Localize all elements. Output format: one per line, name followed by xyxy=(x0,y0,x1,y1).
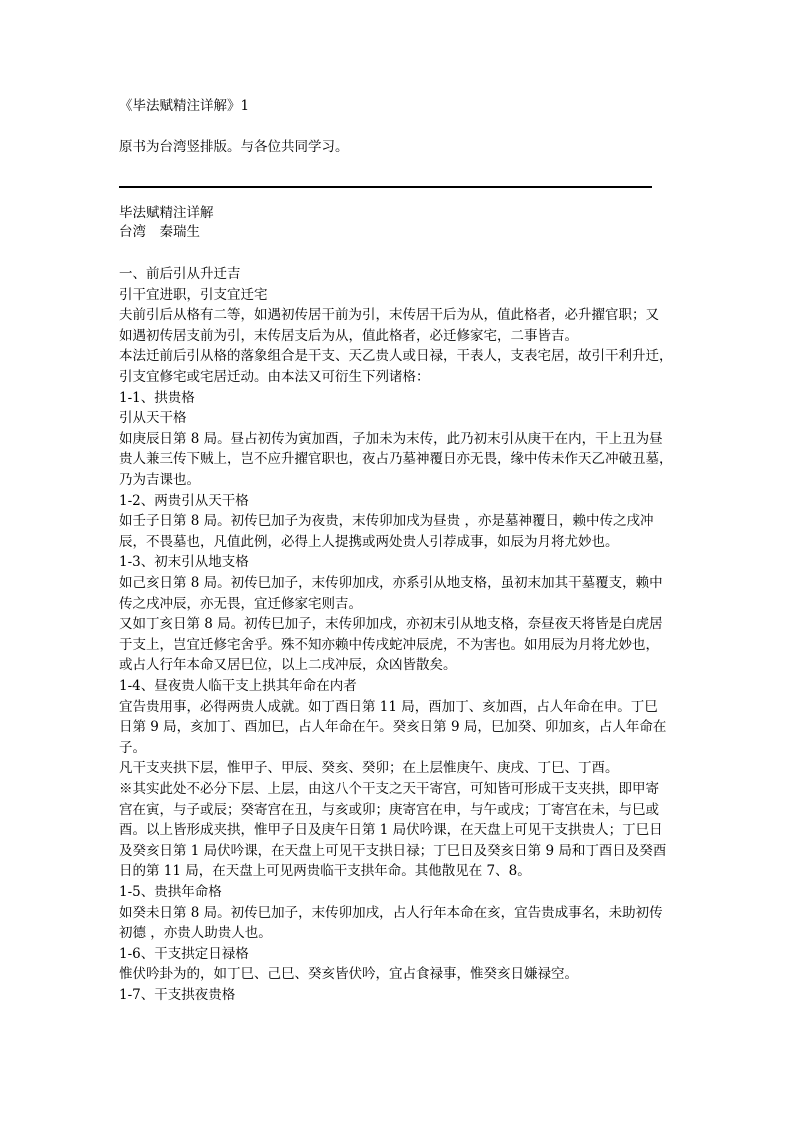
body-line: 如壬子日第 8 局。初传巳加子为夜贵，末传卯加戌为昼贵 ，亦是墓神覆日，赖中传之戌冲 xyxy=(119,513,654,530)
body-line: 日的第 11 局，在天盘上可见两贵临干支拱年命。其他散见在 7、8。 xyxy=(119,863,531,880)
body-line: 1-4、昼夜贵人临干支上拱其年命在内者 xyxy=(119,678,357,694)
body-line: 1-1、拱贵格 xyxy=(119,389,195,406)
body-line: 日第 9 局，亥加丁、酉加巳，占人年命在午。癸亥日第 9 局，巳加癸、卯加亥，占人年命在 xyxy=(119,719,667,736)
body-line: ※其实此处不必分下层、上层，由这八个干支之天干寄宫，可知皆可形成干支夹拱，即甲寄 xyxy=(119,781,659,797)
body-line: 辰，不畏墓也，凡值此例，必得上人提携或两处贵人引荐成事，如辰为月将尤妙也。 xyxy=(119,533,619,550)
body-line: 如癸未日第 8 局。初传巳加子，末传卯加戌，占人行年本命在亥，宜告贵成事名，未助初传 xyxy=(119,904,663,921)
body-line: 或占人行年本命又居巳位，以上二戌冲辰，众凶皆散矣。 xyxy=(119,657,457,674)
body-line: 引干宜进职，引支宜迁宅 xyxy=(119,286,268,303)
horizontal-divider xyxy=(119,186,652,188)
document-header: 《毕法赋精注详解》1 xyxy=(119,98,250,114)
body-line: 宫在寅，与子或辰；癸寄宫在丑，与亥或卯；庚寄宫在申，与午或戌；丁寄宫在未，与巳或 xyxy=(119,801,659,818)
body-line: 本法迁前后引从格的落象组合是干支、天乙贵人或日禄，干表人，支表宅居，故引干利升迁， xyxy=(119,348,673,365)
body-line: 1-3、初末引从地支格 xyxy=(119,554,249,571)
body-line: 引支宜修宅或宅居迁动。由本法又可衍生下列诸格： xyxy=(119,369,430,385)
document-title: 毕法赋精注详解 xyxy=(119,205,214,221)
body-line: 1-7、干支拱夜贵格 xyxy=(119,987,236,1003)
body-line: 惟伏吟卦为的，如丁巳、己巳、癸亥皆伏吟，宜占食禄事，惟癸亥日嫌禄空。 xyxy=(119,966,578,983)
body-line: 于支上，岂宜迁修宅舍乎。殊不知亦赖中传戌蛇冲辰虎，不为害也。如用辰为月将尤妙也， xyxy=(119,636,659,653)
intro-note: 原书为台湾竖排版。与各位共同学习。 xyxy=(119,139,349,155)
author-line: 台湾 秦瑞生 xyxy=(119,224,200,240)
body-line: 1-5、贵拱年命格 xyxy=(119,884,222,900)
body-line: 一、前后引从升迁吉 xyxy=(119,266,241,282)
body-line: 1-2、两贵引从天干格 xyxy=(119,492,249,509)
body-line: 传之戌冲辰，亦无畏，宜迁修家宅则吉。 xyxy=(119,595,362,612)
body-line: 初德 ，亦贵人助贵人也。 xyxy=(119,925,272,942)
body-line: 如庚辰日第 8 局。昼占初传为寅加酉，子加未为末传，此乃初末引从庚干在内，干上丑为昼 xyxy=(119,430,663,447)
body-line: 1-6、干支拱定日禄格 xyxy=(119,945,249,962)
body-line: 夫前引后从格有二等，如遇初传居干前为引，末传居干后为从，值此格者，必升擢官职；又 xyxy=(119,307,659,324)
body-line: 如遇初传居支前为引，末传居支后为从，值此格者，必迁修家宅，二事皆吉。 xyxy=(119,327,578,344)
body-line: 酉。以上皆形成夹拱，惟甲子日及庚午日第 1 局伏吟课，在天盘上可见干支拱贵人；丁巳日 xyxy=(119,822,663,839)
body-line: 及癸亥日第 1 局伏吟课，在天盘上可见干支拱日禄；丁巳日及癸亥日第 9 局和丁酉日及癸酉 xyxy=(119,842,667,859)
body-line: 宜告贵用事，必得两贵人成就。如丁酉日第 11 局，酉加丁、亥加酉，占人年命在申。丁巳 xyxy=(119,698,658,715)
body-line: 子。 xyxy=(119,739,146,756)
body-line: 贵人兼三传下贼上，岂不应升擢官职也，夜占乃墓神覆日亦无畏，缘中传未作天乙冲破丑墓， xyxy=(119,451,673,468)
body-line: 乃为吉课也。 xyxy=(119,472,200,488)
body-line: 凡干支夹拱下层，惟甲子、甲辰、癸亥、癸卯；在上层惟庚午、庚戌、丁巳、丁酉。 xyxy=(119,760,619,777)
body-line: 如己亥日第 8 局。初传巳加子，末传卯加戌，亦系引从地支格，虽初末加其干墓覆支，赖中 xyxy=(119,575,663,591)
body-line: 又如丁亥日第 8 局。初传巳加子，末传卯加戌，亦初末引从地支格，奈昼夜天将皆是白虎居 xyxy=(119,616,663,633)
body-line: 引从天干格 xyxy=(119,410,187,427)
